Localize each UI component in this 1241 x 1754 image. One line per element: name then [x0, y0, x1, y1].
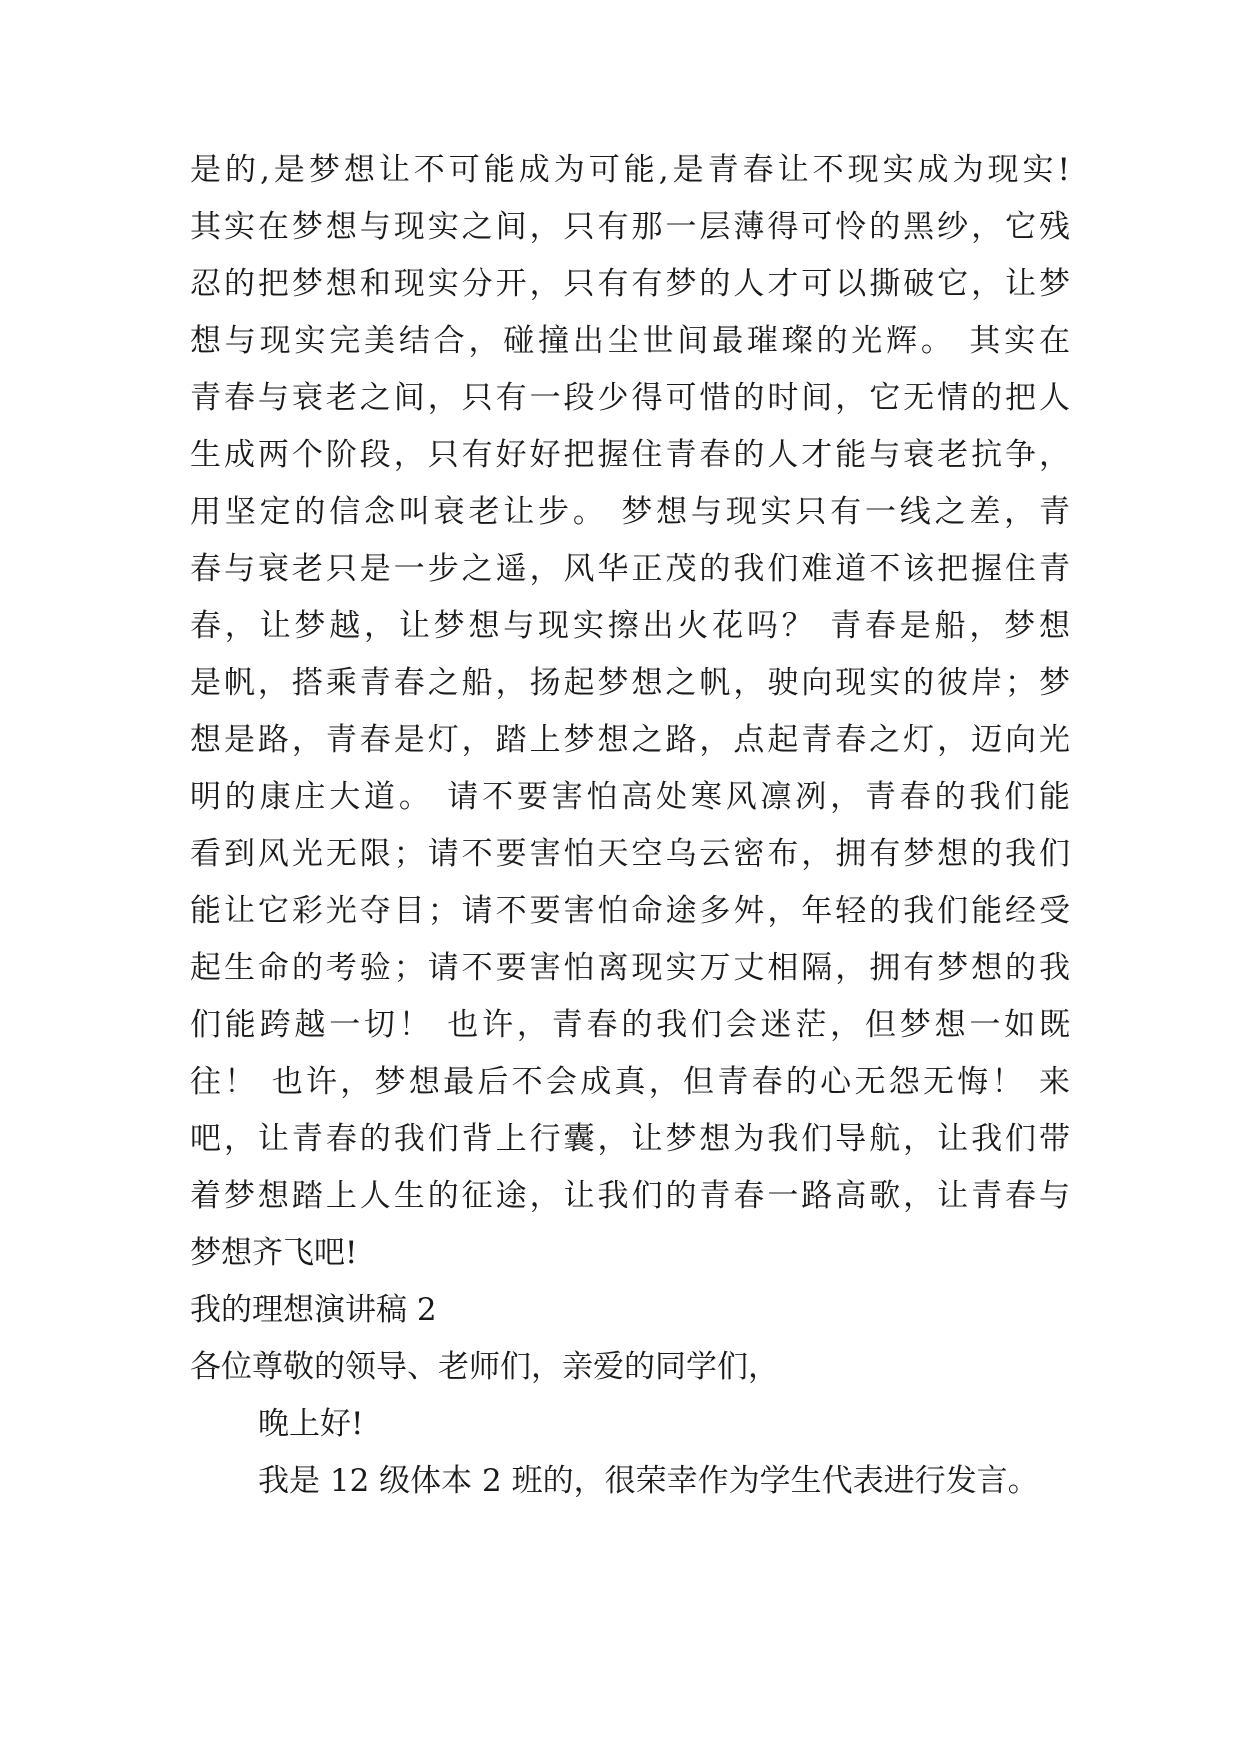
body-line: 着梦想踏上人生的征途，让我们的青春一路高歌，让青春与 — [190, 1178, 1070, 1214]
body-line: 春，让梦越，让梦想与现实擦出火花吗？ 青春是船，梦想 — [190, 608, 1070, 644]
body-line: 用坚定的信念叫衰老让步。 梦想与现实只有一线之差，青 — [190, 494, 1070, 530]
greeting: 晚上好! — [258, 1406, 364, 1442]
body-line: 忍的把梦想和现实分开，只有有梦的人才可以撕破它，让梦 — [190, 266, 1070, 302]
body-line: 明的康庄大道。 请不要害怕高处寒风凛冽，青春的我们能 — [190, 779, 1070, 815]
body-line: 想是路，青春是灯，踏上梦想之路，点起青春之灯，迈向光 — [190, 722, 1070, 758]
body-line: 吧，让青春的我们背上行囊，让梦想为我们导航，让我们带 — [190, 1121, 1070, 1157]
body-line: 其实在梦想与现实之间，只有那一层薄得可怜的黑纱，它残 — [190, 209, 1070, 245]
body-line: 看到风光无限；请不要害怕天空乌云密布，拥有梦想的我们 — [190, 836, 1070, 872]
salutation: 各位尊敬的领导、老师们，亲爱的同学们， — [190, 1349, 779, 1385]
body-line: 想与现实完美结合，碰撞出尘世间最璀璨的光辉。 其实在 — [190, 323, 1070, 359]
body-line: 往！ 也许，梦想最后不会成真，但青春的心无怨无悔！ 来 — [190, 1064, 1070, 1100]
body-line: 梦想齐飞吧! — [190, 1235, 358, 1271]
body-line: 起生命的考验；请不要害怕离现实万丈相隔，拥有梦想的我 — [190, 950, 1070, 986]
body-line: 是帆，搭乘青春之船，扬起梦想之帆，驶向现实的彼岸；梦 — [190, 665, 1070, 701]
body-line: 青春与衰老之间，只有一段少得可惜的时间，它无情的把人 — [190, 380, 1070, 416]
intro-line: 我是 12 级体本 2 班的，很荣幸作为学生代表进行发言。 — [258, 1463, 1039, 1499]
body-line: 是的,是梦想让不可能成为可能,是青春让不现实成为现实! — [190, 152, 1070, 188]
body-line: 们能跨越一切！ 也许，青春的我们会迷茫，但梦想一如既 — [190, 1007, 1070, 1043]
body-line: 能让它彩光夺目；请不要害怕命途多舛，年轻的我们能经受 — [190, 893, 1070, 929]
body-line: 春与衰老只是一步之遥，风华正茂的我们难道不该把握住青 — [190, 551, 1070, 587]
section-title: 我的理想演讲稿 2 — [190, 1292, 437, 1328]
body-line: 生成两个阶段，只有好好把握住青春的人才能与衰老抗争， — [190, 437, 1070, 473]
